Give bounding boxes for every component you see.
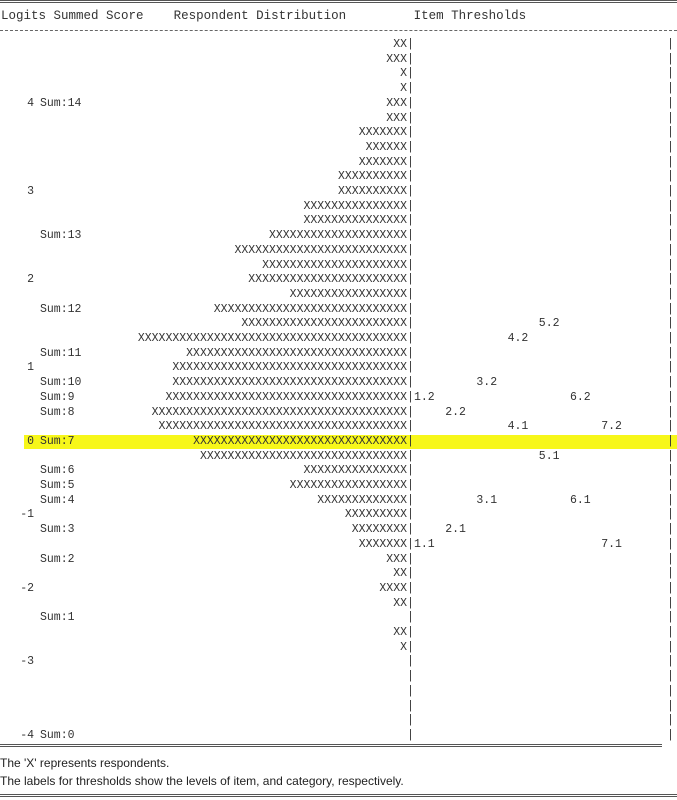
axis-divider: | — [407, 96, 414, 110]
map-row — [0, 53, 677, 68]
axis-divider: | — [407, 229, 414, 243]
item-threshold-label: 3.1 — [476, 493, 498, 507]
respondent-distribution-bar: XXXXXXXXXX — [337, 185, 407, 198]
item-threshold-label: 3.2 — [476, 376, 498, 390]
axis-divider: | — [407, 523, 414, 537]
top-rule — [0, 0, 677, 3]
right-border: | — [667, 420, 674, 434]
axis-divider: | — [407, 361, 414, 375]
summed-score-label: Sum:5 — [40, 479, 75, 492]
logit-tick-label: -3 — [20, 655, 34, 669]
right-border: | — [667, 155, 674, 169]
respondent-distribution-bar: XXXXXXXXX — [344, 508, 407, 522]
bottom-rule — [0, 744, 662, 747]
respondent-distribution-bar: XXXXXXXXXXXXXXXXXXXXXXXXXXXXXX — [199, 449, 407, 463]
summed-score-column-header: Summed Score — [53, 9, 144, 23]
right-border: | — [667, 552, 674, 566]
map-row — [0, 553, 677, 568]
map-row — [0, 567, 677, 582]
map-row — [0, 229, 677, 244]
axis-divider: | — [407, 464, 414, 478]
map-row — [0, 597, 677, 612]
respondent-distribution-bar: XXXXXXXXXX — [337, 170, 407, 184]
map-row — [0, 611, 677, 626]
right-border: | — [667, 699, 674, 713]
axis-divider: | — [407, 52, 414, 66]
right-border: | — [667, 523, 674, 537]
map-row — [0, 508, 677, 523]
axis-divider: | — [407, 258, 414, 272]
respondent-distribution-bar: XXXXXXXXXXXXXXXXX — [289, 479, 407, 492]
map-row — [0, 259, 677, 274]
logit-tick-label: 2 — [27, 273, 34, 287]
axis-divider: | — [407, 185, 414, 198]
axis-divider: | — [407, 287, 414, 301]
respondent-distribution-bar: XXXXXXXXXXXXXXX — [303, 464, 407, 478]
logit-tick-label: 1 — [27, 361, 34, 375]
respondent-distribution-bar: XXXXXXXXXXXXXXXXXXXXXXXXXXXXXXXXXXXXX — [151, 405, 407, 419]
right-border: | — [667, 332, 674, 345]
right-border: | — [667, 728, 674, 742]
summed-score-label: Sum:7 — [40, 434, 75, 448]
right-border: | — [667, 67, 674, 81]
axis-divider: | — [407, 346, 414, 360]
axis-divider: | — [407, 655, 414, 669]
map-row — [0, 185, 677, 200]
map-row — [0, 200, 677, 215]
thresholds-column-header: Item Thresholds — [413, 9, 527, 23]
wright-map — [0, 38, 677, 742]
respondent-distribution-bar: XXXXXXXXXXXXXXXXX — [289, 287, 407, 301]
right-border: | — [667, 508, 674, 522]
axis-divider: | — [407, 82, 414, 96]
item-threshold-label: 7.2 — [601, 420, 622, 434]
axis-divider: | — [407, 449, 414, 463]
logit-tick-label: -1 — [20, 508, 34, 522]
map-row — [0, 685, 677, 700]
summed-score-label: Sum:2 — [40, 552, 75, 566]
right-border: | — [667, 479, 674, 492]
map-row — [0, 655, 677, 670]
item-threshold-label: 5.1 — [538, 449, 560, 463]
summed-score-label: Sum:0 — [40, 728, 75, 742]
map-row — [0, 288, 677, 303]
distribution-column-header: Respondent Distribution — [173, 9, 347, 23]
axis-divider: | — [407, 640, 414, 654]
summed-score-label: Sum:14 — [40, 96, 82, 110]
right-border: | — [667, 243, 674, 257]
right-border: | — [667, 684, 674, 698]
respondent-distribution-bar: XXX — [386, 96, 407, 110]
note-respondents: The 'X' represents respondents. — [0, 756, 170, 770]
item-threshold-label: 6.1 — [570, 493, 591, 507]
map-row — [0, 641, 677, 656]
map-row — [0, 494, 677, 509]
summed-score-label: Sum:6 — [40, 464, 75, 478]
respondent-distribution-bar: XXXXXXX — [358, 155, 407, 169]
respondent-distribution-bar: XXXX — [379, 581, 407, 595]
map-row — [0, 670, 677, 685]
summed-score-label: Sum:9 — [40, 390, 75, 404]
respondent-distribution-bar: XX — [393, 38, 407, 51]
right-border: | — [667, 361, 674, 375]
summed-score-label: Sum:10 — [40, 376, 82, 390]
respondent-distribution-bar: XXXXXXXXXXXXXXXXXXXXXXXXXXXXXXXXXXXXXXX — [137, 332, 407, 345]
axis-divider: | — [407, 332, 414, 345]
item-threshold-label: 6.2 — [570, 390, 591, 404]
map-row — [0, 317, 677, 332]
right-border: | — [667, 670, 674, 684]
right-border: | — [667, 96, 674, 110]
respondent-distribution-bar: XXX — [386, 111, 407, 125]
map-row — [0, 729, 677, 744]
axis-divider: | — [407, 140, 414, 154]
right-border: | — [667, 626, 674, 639]
right-border: | — [667, 581, 674, 595]
right-border: | — [667, 714, 674, 728]
axis-divider: | — [407, 670, 414, 684]
logit-tick-label: 4 — [27, 96, 34, 110]
axis-divider: | — [407, 199, 414, 213]
map-row — [0, 714, 677, 729]
right-border: | — [667, 185, 674, 198]
respondent-distribution-bar: XXXXXXXXXXXXXXXXXXXXXXXX — [241, 317, 407, 331]
axis-divider: | — [407, 714, 414, 728]
header-row — [1, 9, 526, 24]
axis-divider: | — [407, 479, 414, 492]
right-border: | — [667, 229, 674, 243]
axis-divider: | — [407, 626, 414, 639]
axis-divider: | — [407, 596, 414, 610]
axis-divider: | — [407, 302, 414, 316]
summed-score-label: Sum:13 — [40, 229, 82, 243]
axis-divider: | — [407, 214, 414, 228]
map-row — [0, 244, 677, 259]
item-threshold-label: 4.2 — [507, 332, 529, 345]
right-border: | — [667, 111, 674, 125]
header-rule — [0, 30, 677, 31]
map-row — [0, 464, 677, 479]
map-row — [0, 170, 677, 185]
respondent-distribution-bar: XXXXXXXXXXXXXXXXXXXXXXXXXXXXXXXXXXXX — [158, 420, 407, 434]
respondent-distribution-bar: XXXXXXXXXXXXXXXXXXXXXXXXXXXXXXX — [193, 434, 407, 448]
respondent-distribution-bar: XXXXXXXXXXXXXXX — [303, 214, 407, 228]
right-border: | — [667, 449, 674, 463]
axis-divider: | — [407, 420, 414, 434]
axis-divider: | — [407, 684, 414, 698]
respondent-distribution-bar: XXXXXXX — [358, 126, 407, 140]
map-row — [0, 420, 677, 435]
axis-divider: | — [407, 38, 414, 51]
respondent-distribution-bar: XXXXXXXXXXXXXXXXXXXXXXXXXXXXXXXXXXX — [165, 390, 407, 404]
summed-score-label: Sum:3 — [40, 523, 75, 537]
map-row — [0, 347, 677, 362]
respondent-distribution-bar: X — [400, 67, 407, 81]
respondent-distribution-bar: XXXXXXXXXXXXXXXXXXXXXXX — [248, 273, 407, 287]
axis-divider: | — [407, 273, 414, 287]
respondent-distribution-bar: XX — [393, 596, 407, 610]
item-threshold-label: 4.1 — [507, 420, 529, 434]
map-row — [0, 376, 677, 391]
map-row — [0, 538, 677, 553]
logits-column-header: Logits — [1, 9, 47, 23]
right-border: | — [667, 434, 674, 448]
map-row — [0, 450, 677, 465]
right-border: | — [667, 390, 674, 404]
right-border: | — [667, 273, 674, 287]
map-row — [0, 156, 677, 171]
map-row — [0, 82, 677, 97]
axis-divider: | — [407, 537, 414, 551]
respondent-distribution-bar: XXXXXXXXXXXXXXXXXXXXXXXXXXXXXXXX — [186, 346, 407, 360]
axis-divider: | — [407, 434, 414, 448]
right-border: | — [667, 346, 674, 360]
map-row — [0, 391, 677, 406]
map-row — [0, 141, 677, 156]
item-threshold-label: 5.2 — [538, 317, 560, 331]
right-border: | — [667, 611, 674, 625]
axis-divider: | — [407, 126, 414, 140]
summed-score-label: Sum:12 — [40, 302, 82, 316]
map-row — [0, 435, 677, 450]
right-border: | — [667, 655, 674, 669]
axis-divider: | — [407, 155, 414, 169]
summed-score-label: Sum:11 — [40, 346, 82, 360]
right-border: | — [667, 38, 674, 51]
item-threshold-label: 7.1 — [601, 537, 622, 551]
item-threshold-label: 1.2 — [414, 390, 435, 404]
summed-score-label: Sum:4 — [40, 493, 75, 507]
map-row — [0, 406, 677, 421]
respondent-distribution-bar: XXXXXXXXXXXXXXXXXXXXXXXXX — [234, 243, 407, 257]
right-border: | — [667, 537, 674, 551]
right-border: | — [667, 140, 674, 154]
right-border: | — [667, 464, 674, 478]
respondent-distribution-bar: X — [400, 82, 407, 96]
right-border: | — [667, 126, 674, 140]
right-border: | — [667, 317, 674, 331]
respondent-distribution-bar: XXXXXXXXXXXXXXXXXXXXX — [262, 258, 407, 272]
respondent-distribution-bar: XX — [393, 626, 407, 639]
right-border: | — [667, 214, 674, 228]
logit-tick-label: -2 — [20, 581, 34, 595]
logit-tick-label: -4 — [20, 728, 34, 742]
right-border: | — [667, 82, 674, 96]
map-row — [0, 582, 677, 597]
right-border: | — [667, 302, 674, 316]
axis-divider: | — [407, 728, 414, 742]
right-border: | — [667, 493, 674, 507]
axis-divider: | — [407, 611, 414, 625]
item-threshold-label: 2.2 — [445, 405, 466, 419]
respondent-distribution-bar: XXX — [386, 52, 407, 66]
note-thresholds: The labels for thresholds show the levels of item, and category, respectively. — [0, 774, 404, 788]
right-border: | — [667, 258, 674, 272]
axis-divider: | — [407, 317, 414, 331]
right-border: | — [667, 596, 674, 610]
respondent-distribution-bar: XXXXXXXXXXXXXXX — [303, 199, 407, 213]
respondent-distribution-bar: XXXXXXXXXXXXXXXXXXXX — [268, 229, 407, 243]
map-row — [0, 523, 677, 538]
respondent-distribution-bar: XXXXXX — [365, 140, 407, 154]
right-border: | — [667, 199, 674, 213]
axis-divider: | — [407, 243, 414, 257]
right-border: | — [667, 52, 674, 66]
axis-divider: | — [407, 508, 414, 522]
map-row — [0, 626, 677, 641]
respondent-distribution-bar: XXXXXXXXXXXXXXXXXXXXXXXXXXXXXXXXXX — [172, 376, 407, 390]
item-threshold-label: 2.1 — [445, 523, 466, 537]
logit-tick-label: 3 — [27, 185, 34, 198]
right-border: | — [667, 405, 674, 419]
map-row — [0, 112, 677, 127]
respondent-distribution-bar: X — [400, 640, 407, 654]
right-border: | — [667, 170, 674, 184]
respondent-distribution-bar: XX — [393, 567, 407, 581]
respondent-distribution-bar: XXXXXXX — [358, 537, 407, 551]
axis-divider: | — [407, 581, 414, 595]
respondent-distribution-bar: XXX — [386, 552, 407, 566]
right-border: | — [667, 640, 674, 654]
right-border: | — [667, 567, 674, 581]
axis-divider: | — [407, 170, 414, 184]
respondent-distribution-bar: XXXXXXXXXXXXXXXXXXXXXXXXXXXX — [213, 302, 407, 316]
right-border: | — [667, 287, 674, 301]
axis-divider: | — [407, 405, 414, 419]
axis-divider: | — [407, 567, 414, 581]
axis-divider: | — [407, 67, 414, 81]
map-row — [0, 303, 677, 318]
map-row — [0, 97, 677, 112]
axis-divider: | — [407, 699, 414, 713]
map-row — [0, 38, 677, 53]
right-border: | — [667, 376, 674, 390]
map-row — [0, 273, 677, 288]
map-row — [0, 67, 677, 82]
map-row — [0, 361, 677, 376]
footer-rule — [0, 794, 677, 797]
map-row — [0, 700, 677, 715]
axis-divider: | — [407, 390, 414, 404]
map-row — [0, 126, 677, 141]
map-row — [0, 479, 677, 494]
item-threshold-label: 1.1 — [414, 537, 435, 551]
axis-divider: | — [407, 493, 414, 507]
axis-divider: | — [407, 376, 414, 390]
summed-score-label: Sum:1 — [40, 611, 75, 625]
logit-tick-label: 0 — [27, 434, 34, 448]
map-row — [0, 214, 677, 229]
axis-divider: | — [407, 552, 414, 566]
respondent-distribution-bar: XXXXXXXXXXXXX — [317, 493, 407, 507]
axis-divider: | — [407, 111, 414, 125]
map-row — [0, 332, 677, 347]
respondent-distribution-bar: XXXXXXXX — [351, 523, 407, 537]
respondent-distribution-bar: XXXXXXXXXXXXXXXXXXXXXXXXXXXXXXXXXX — [172, 361, 407, 375]
summed-score-label: Sum:8 — [40, 405, 75, 419]
